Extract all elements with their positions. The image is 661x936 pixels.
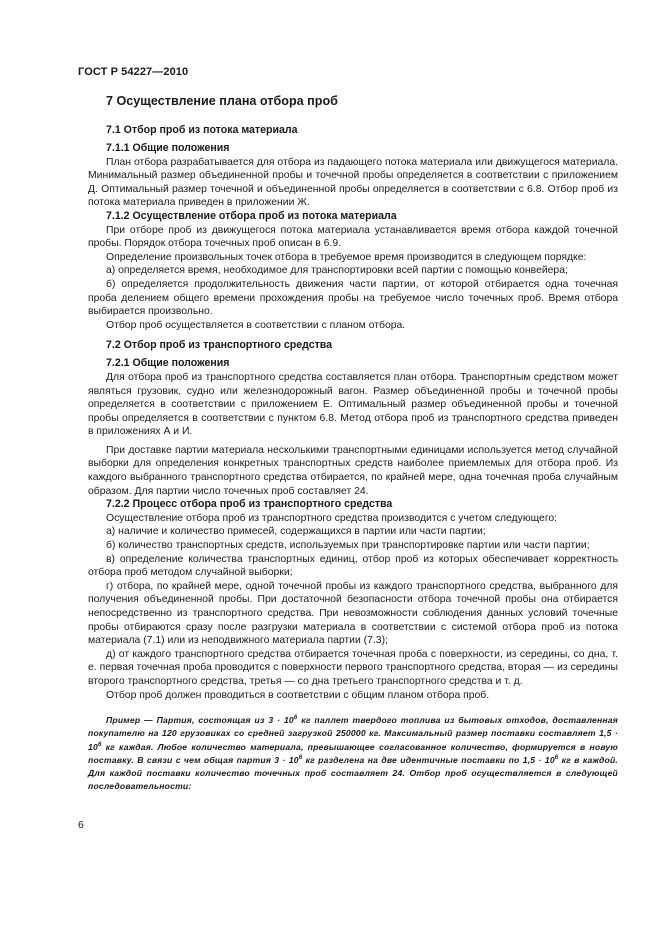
list-item: а) наличие и количество примесей, содержащихся в партии или части партии; [106, 526, 486, 538]
paragraph: Для отбора проб из транспортного средства составляется план отбора. Транспортным средством может являться грузовик, судно или железнодорожный вагон. Размер объединенной пробы и точечной пробы определяется в соответствии с приложением Е. Оптимальный размер объединенной пробы и точечной пробы определяется в соответствии с пунктом 6.8. Метод отбора проб из транспортного средства приведен в приложениях А и И. [88, 371, 618, 438]
paragraph: Осуществление отбора проб из транспортного средства производится с учетом следующего: [106, 512, 558, 524]
paragraph: При отборе проб из движущегося потока материала устанавливается время отбора каждой точечной пробы. Порядок отбора точечных проб описан в 6.9. [88, 224, 618, 250]
list-item: б) количество транспортных средств, используемых при транспортировке партии или части партии; [106, 540, 590, 552]
list-item: б) определяется продолжительность движения части партии, от которой отбирается одна точечная проба делением общего времени прохождения пробы на требуемое число точечных проб. Время отбора выбирается произвольно. [88, 278, 618, 318]
clause-title-7-1-2: 7.1.2 Осуществление отбора проб из потока материала [106, 209, 397, 222]
page-number: 6 [78, 820, 84, 831]
list-item: д) от каждого транспортного средства отбирается точечная проба с поверхности, из середины, со дна, т. е. первая точечная проба проводится с поверхности первого транспортного средства, вторая — из середины второго транспортного средства, третья — со дна третьего транспортного средства и т. д. [88, 648, 618, 687]
document-body [88, 94, 618, 793]
standard-header: ГОСТ Р 54227—2010 [78, 66, 189, 78]
subsection-title-7-2: 7.2 Отбор проб из транспортного средства [106, 339, 333, 352]
example-note: Пример — Партия, состоящая из $3 \cdot 10^6$ кг паллет твердого топлива из бытовых отходов, доставленная покупателю на 120 грузовиках со средней загрузкой 250000 кг. Максимальный размер поставки составляет $1,5 \cdot 10^6$ кг каждая. Любое количество материала, превышающее согласованное количество, формируется в новую поставку. В связи с чем общая партия $3 \cdot 10^6$ кг разделена на две идентичные поставки по $1,5 \cdot 10^6$ кг в каждой. Для каждой поставки количество точечных проб составляет 24. Отбор проб осуществляется в следующей последовательности: [88, 715, 618, 792]
paragraph: Определение произвольных точек отбора в требуемое время производится в следующем порядке: [106, 251, 587, 263]
clause-title-7-2-1: 7.2.1 Общие положения [106, 357, 230, 370]
clause-title-7-1-1: 7.1.1 Общие положения [106, 142, 230, 154]
section-title: 7 Осуществление плана отбора проб [106, 94, 338, 108]
paragraph: План отбора разрабатывается для отбора из падающего потока материала или движущегося материала. Минимальный размер объединенной пробы и точечной пробы определяется в соответствии с приложением Д. Оптимальный размер точечной и объединенной пробы определяется в соответствии с 6.8. Отбор проб из потока материала приведен в приложении Ж. [88, 156, 618, 209]
list-item: а) определяется время, необходимое для транспортировки всей партии с помощью конвейера; [106, 265, 568, 277]
paragraph: Отбор проб осуществляется в соответствии с планом отбора. [106, 319, 406, 331]
list-item: в) определение количества транспортных единиц, отбор проб из которых обеспечивает корректность отбора проб методом случайной выборки; [88, 553, 618, 579]
paragraph: При доставке партии материала несколькими транспортными единицами используется метод случайной выборки для определения конкретных транспортных средств наиболее приемлемых для отбора проб. Из каждого выбранного транспортного средства отбирается, по крайней мере, одна точечная проба случайным образом. Для партии число точечных проб составляет 24. [88, 444, 618, 497]
paragraph: Отбор проб должен проводиться в соответствии с общим планом отбора проб. [106, 689, 490, 701]
subsection-title-7-1: 7.1 Отбор проб из потока материала [106, 124, 298, 136]
list-item: г) отбора, по крайней мере, одной точечной пробы из каждого транспортного средства, выбранного для получения объединенной пробы. При достаточной безопасности отбора точечной пробы она отбирается непосредственно из транспортного средства. При невозможности соблюдения данных условий точечные пробы отбираются сразу после разгрузки материала в соответствии с системой отбора проб из потока материала (7.1) или из неподвижного материала партии (7.3); [88, 580, 618, 647]
clause-title-7-2-2: 7.2.2 Процесс отбора проб из транспортного средства [106, 498, 393, 511]
